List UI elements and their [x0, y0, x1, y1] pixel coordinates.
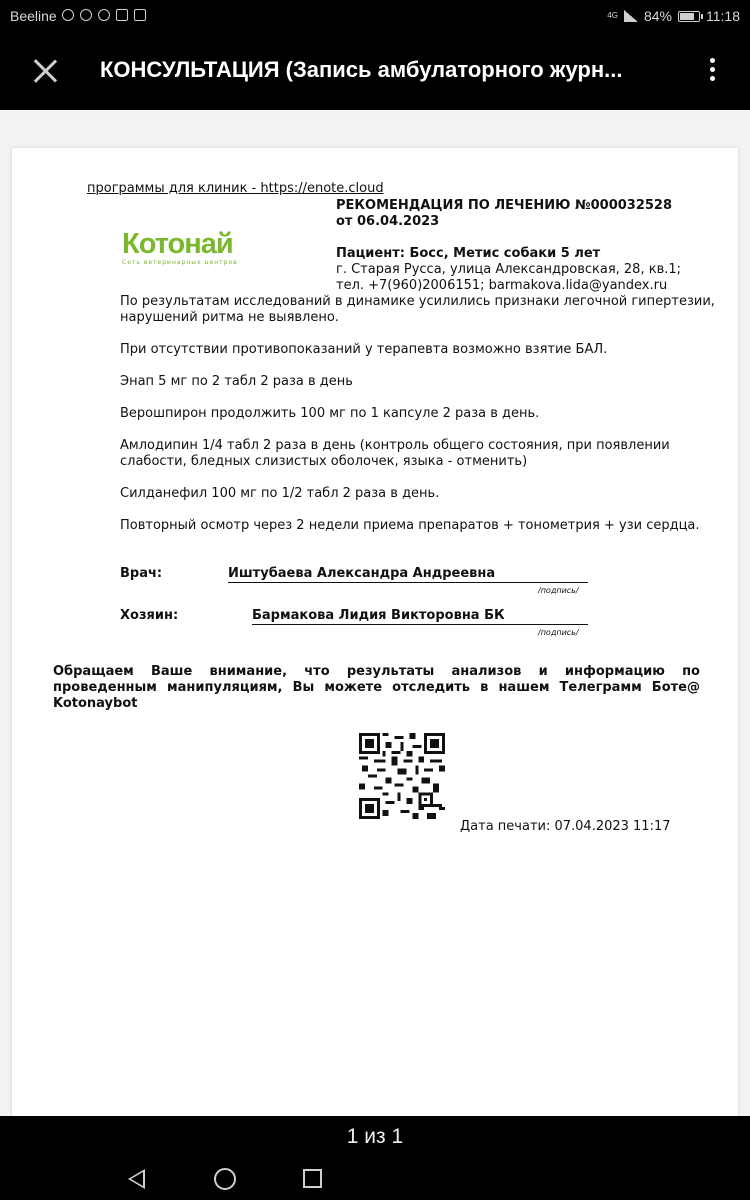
network-type: 4G — [607, 11, 618, 20]
header-link[interactable]: программы для клиник - https://enote.cloud — [87, 181, 384, 196]
app-bar — [0, 32, 750, 110]
paragraph-bal: При отсутствии противопоказаний у терапевта возможно взятие БАЛ. — [120, 342, 608, 357]
qr-code — [359, 733, 445, 819]
owner-signature-line — [252, 608, 588, 625]
whatsapp-icon — [80, 9, 92, 21]
mail-icon — [116, 9, 128, 21]
doctor-label: Врач: — [120, 566, 163, 581]
owner-name: Бармакова Лидия Викторовна БК — [252, 608, 505, 623]
doctor-signature-hint: /подпись/ — [538, 586, 579, 595]
back-icon[interactable] — [128, 1169, 145, 1189]
paragraph-sildenafil: Силданефил 100 мг по 1/2 табл 2 раза в день. — [120, 486, 440, 501]
print-date: Дата печати: 07.04.2023 11:17 — [460, 819, 671, 834]
owner-label: Хозяин: — [120, 608, 179, 623]
check-icon — [98, 9, 110, 21]
battery-icon — [678, 11, 700, 22]
recommendation-date: от 06.04.2023 — [336, 214, 440, 229]
notification-icons — [62, 9, 146, 21]
navigation-bar — [0, 1160, 750, 1200]
paragraph-findings: По результатам исследований в динамике усилились признаки легочной гипертезии, нарушений ритма не выявлено. — [120, 294, 715, 325]
telegram-notice: Обращаем Ваше внимание, что результаты анализов и информацию по проведенным манипуляциям, Вы можете отследить в нашем Телеграмм Боте@ Kotonaybot — [53, 664, 700, 711]
page-indicator-bar — [0, 1116, 750, 1160]
clock: 11:18 — [706, 8, 740, 24]
message-icon — [62, 9, 74, 21]
recommendation-title: РЕКОМЕНДАЦИЯ ПО ЛЕЧЕНИЮ №000032528 — [336, 198, 673, 213]
carrier-label: Beeline — [10, 8, 57, 24]
status-right — [607, 8, 740, 24]
paragraph-veroshpiron: Верошпирон продолжить 100 мг по 1 капсуле 2 раза в день. — [120, 406, 540, 421]
paragraph-enap: Энап 5 мг по 2 табл 2 раза в день — [120, 374, 353, 389]
battery-percent: 84% — [643, 8, 672, 24]
clinic-logo: Котонай Сеть ветеринарных центров — [122, 228, 238, 266]
paragraph-amlodipin: Амлодипин 1/4 табл 2 раза в день (контроль общего состояния, при появлении слабости, бледных слизистых оболочек, языка - отменить) — [120, 438, 670, 469]
more-options-button[interactable] — [702, 58, 722, 86]
status-bar — [0, 0, 750, 32]
doctor-name: Иштубаева Александра Андреевна — [228, 566, 496, 581]
owner-signature-hint: /подпись/ — [538, 628, 579, 637]
close-button[interactable] — [28, 54, 62, 88]
patient-address: г. Старая Русса, улица Александровская, 28, кв.1; — [336, 262, 682, 277]
mail-settings-icon — [134, 9, 146, 21]
doctor-signature-line — [228, 566, 588, 583]
paragraph-followup: Повторный осмотр через 2 недели приема препаратов + тонометрия + узи сердца. — [120, 518, 700, 533]
recent-apps-icon[interactable] — [303, 1169, 322, 1188]
document-page[interactable] — [12, 148, 738, 1116]
home-icon[interactable] — [214, 1168, 236, 1190]
signal-icon — [624, 10, 638, 22]
page-indicator: 1 из 1 — [346, 1125, 404, 1148]
patient-info: Пациент: Босс, Метис собаки 5 лет — [336, 246, 601, 261]
document-title: КОНСУЛЬТАЦИЯ (Запись амбулаторного журн... — [100, 57, 623, 82]
patient-contacts: тел. +7(960)2006151; barmakova.lida@yandex.ru — [336, 278, 668, 293]
